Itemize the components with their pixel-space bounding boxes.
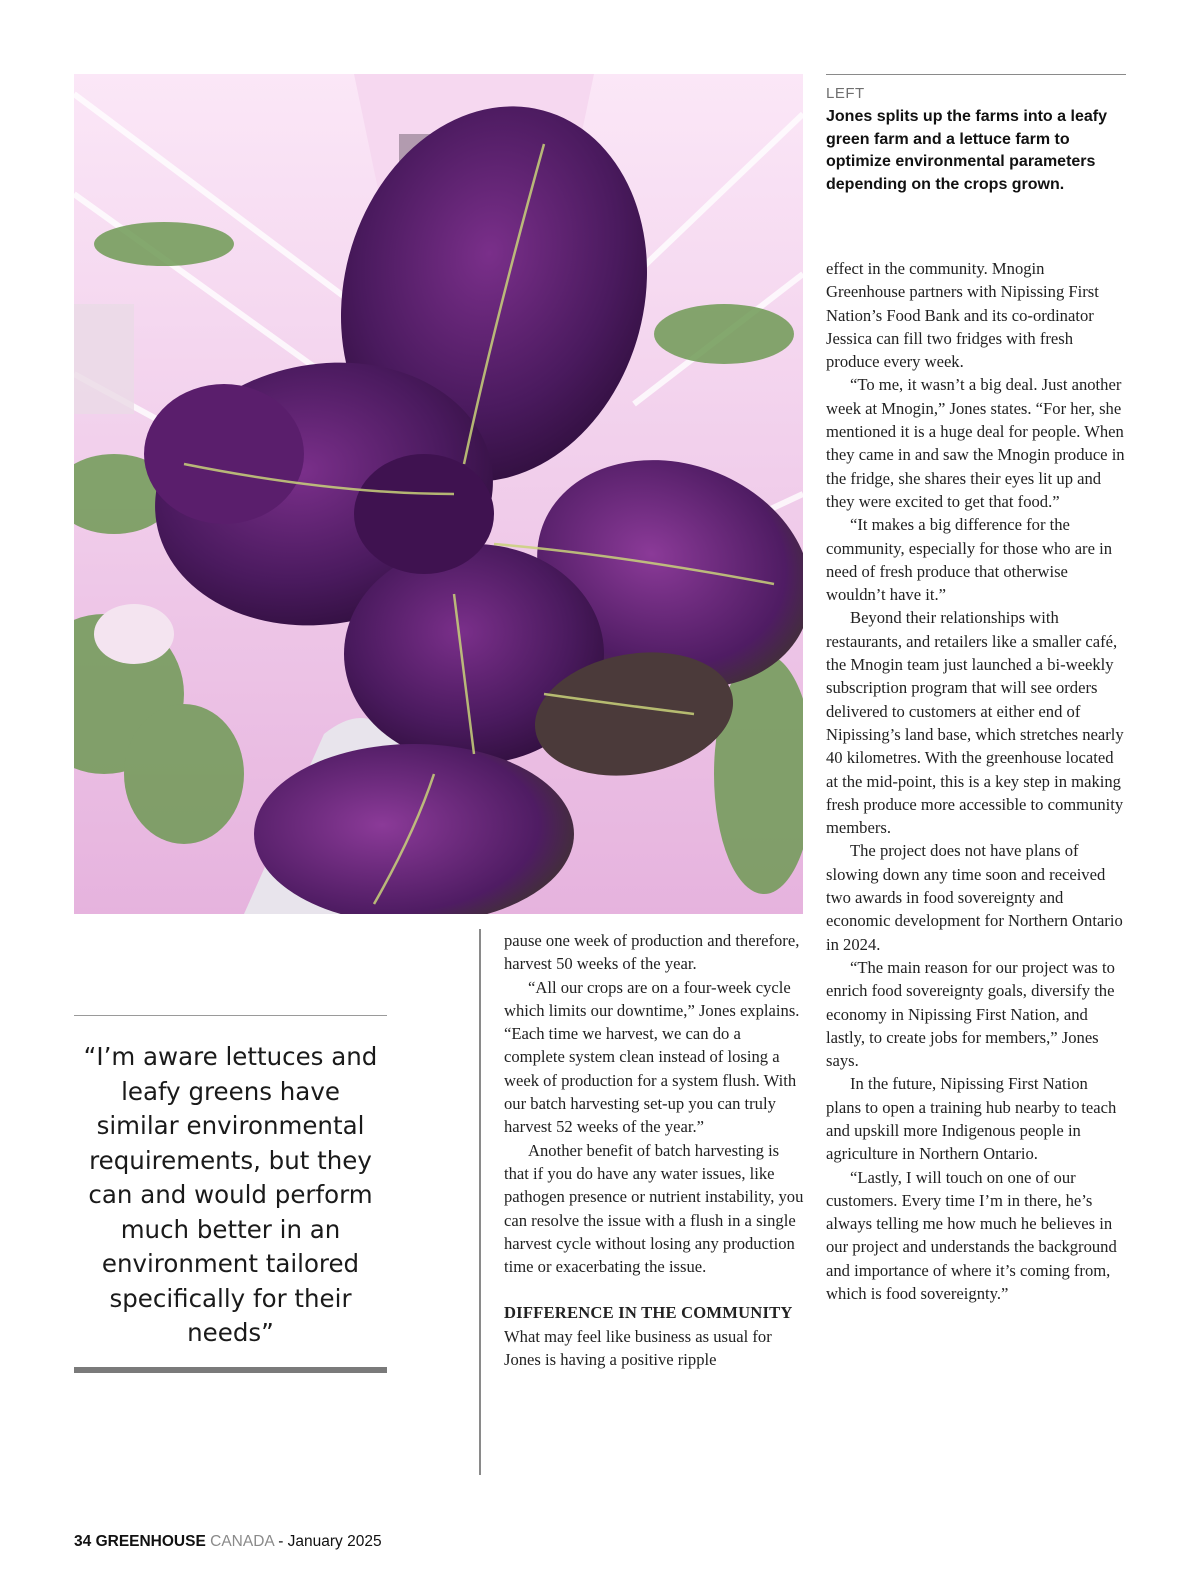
paragraph: Beyond their relationships with restaurants, and retailers like a smaller café, the Mnogin team just launched a bi-weekly subscription program that will see orders delivered to customers at either end of Nipissing’s land base, which stretches nearly 40 kilometres. With the greenhouse located at the mid-point, this is a key step in making fresh produce more accessible to community members. <box>826 608 1124 838</box>
pull-quote-text: “I’m aware lettuces and leafy greens have similar environmental requirements, but they can and would perform much better in an environment tailored specifically for their needs” <box>83 1042 378 1347</box>
caption-label: LEFT <box>826 85 865 102</box>
article-column-middle <box>504 929 804 1371</box>
paragraph: effect in the community. Mnogin Greenhouse partners with Nipissing First Nation’s Food Bank and its co-ordinator Jessica can fill two fridges with fresh produce every week. <box>826 259 1099 372</box>
page-number: 34 <box>74 1533 92 1550</box>
paragraph: What may feel like business as usual for Jones is having a positive ripple <box>504 1326 772 1370</box>
paragraph: pause one week of production and therefore, harvest 50 weeks of the year. <box>504 931 800 974</box>
caption-text: Jones splits up the farms into a leafy green farm and a lettuce farm to optimize environmental parameters depending on the crops grown. <box>826 108 1107 193</box>
page-footer <box>74 1533 382 1551</box>
purple-leafy-green-photo-icon <box>74 74 803 914</box>
paragraph: Another benefit of batch harvesting is that if you do have any water issues, like pathogen presence or nutrient instability, you can resolve the issue with a flush in a single harvest cycle without losing any production time or exacerbating the issue. <box>504 1140 804 1277</box>
photo-caption <box>826 74 1126 196</box>
magazine-name-bold: GREENHOUSE <box>95 1533 206 1550</box>
pull-quote <box>74 1015 387 1373</box>
paragraph: The project does not have plans of slowing down any time soon and received two awards in food sovereignty and economic development for Northern Ontario in 2024. <box>826 841 1123 954</box>
column-divider <box>479 929 481 1475</box>
paragraph: “To me, it wasn’t a big deal. Just another week at Mnogin,” Jones states. “For her, she mentioned it is a huge deal for people. When they came in and saw the Mnogin produce in the fridge, she shares their eyes lit up and they were excited to get that food.” <box>826 375 1125 511</box>
article-column-right <box>826 257 1126 1305</box>
paragraph: “Lastly, I will touch on one of our customers. Every time I’m in there, he’s always telling me how much he believes in our project and understands the background and importance of where it’s coming from, which is food sovereignty.” <box>826 1167 1117 1304</box>
paragraph: “It makes a big difference for the community, especially for those who are in need of fresh produce that otherwise wouldn’t have it.” <box>826 515 1113 605</box>
paragraph: In the future, Nipissing First Nation plans to open a training hub nearby to teach and upskill more Indigenous people in agriculture in Northern Ontario. <box>826 1074 1117 1164</box>
paragraph: “All our crops are on a four-week cycle which limits our downtime,” Jones explains. “Each time we harvest, we can do a complete system clean instead of losing a week of production for a system flush. With our batch harvesting set-up you can truly harvest 52 weeks of the year.” <box>504 977 800 1137</box>
article-photo <box>74 74 803 914</box>
section-heading: DIFFERENCE IN THE COMMUNITY <box>504 1303 793 1323</box>
paragraph: “The main reason for our project was to enrich food sovereignty goals, diversify the economy in Nipissing First Nation, and lastly, to create jobs for members,” Jones says. <box>826 957 1115 1071</box>
magazine-name-light: CANADA <box>210 1533 274 1550</box>
pull-quote-bar <box>74 1367 387 1373</box>
issue-date: - January 2025 <box>278 1533 382 1550</box>
